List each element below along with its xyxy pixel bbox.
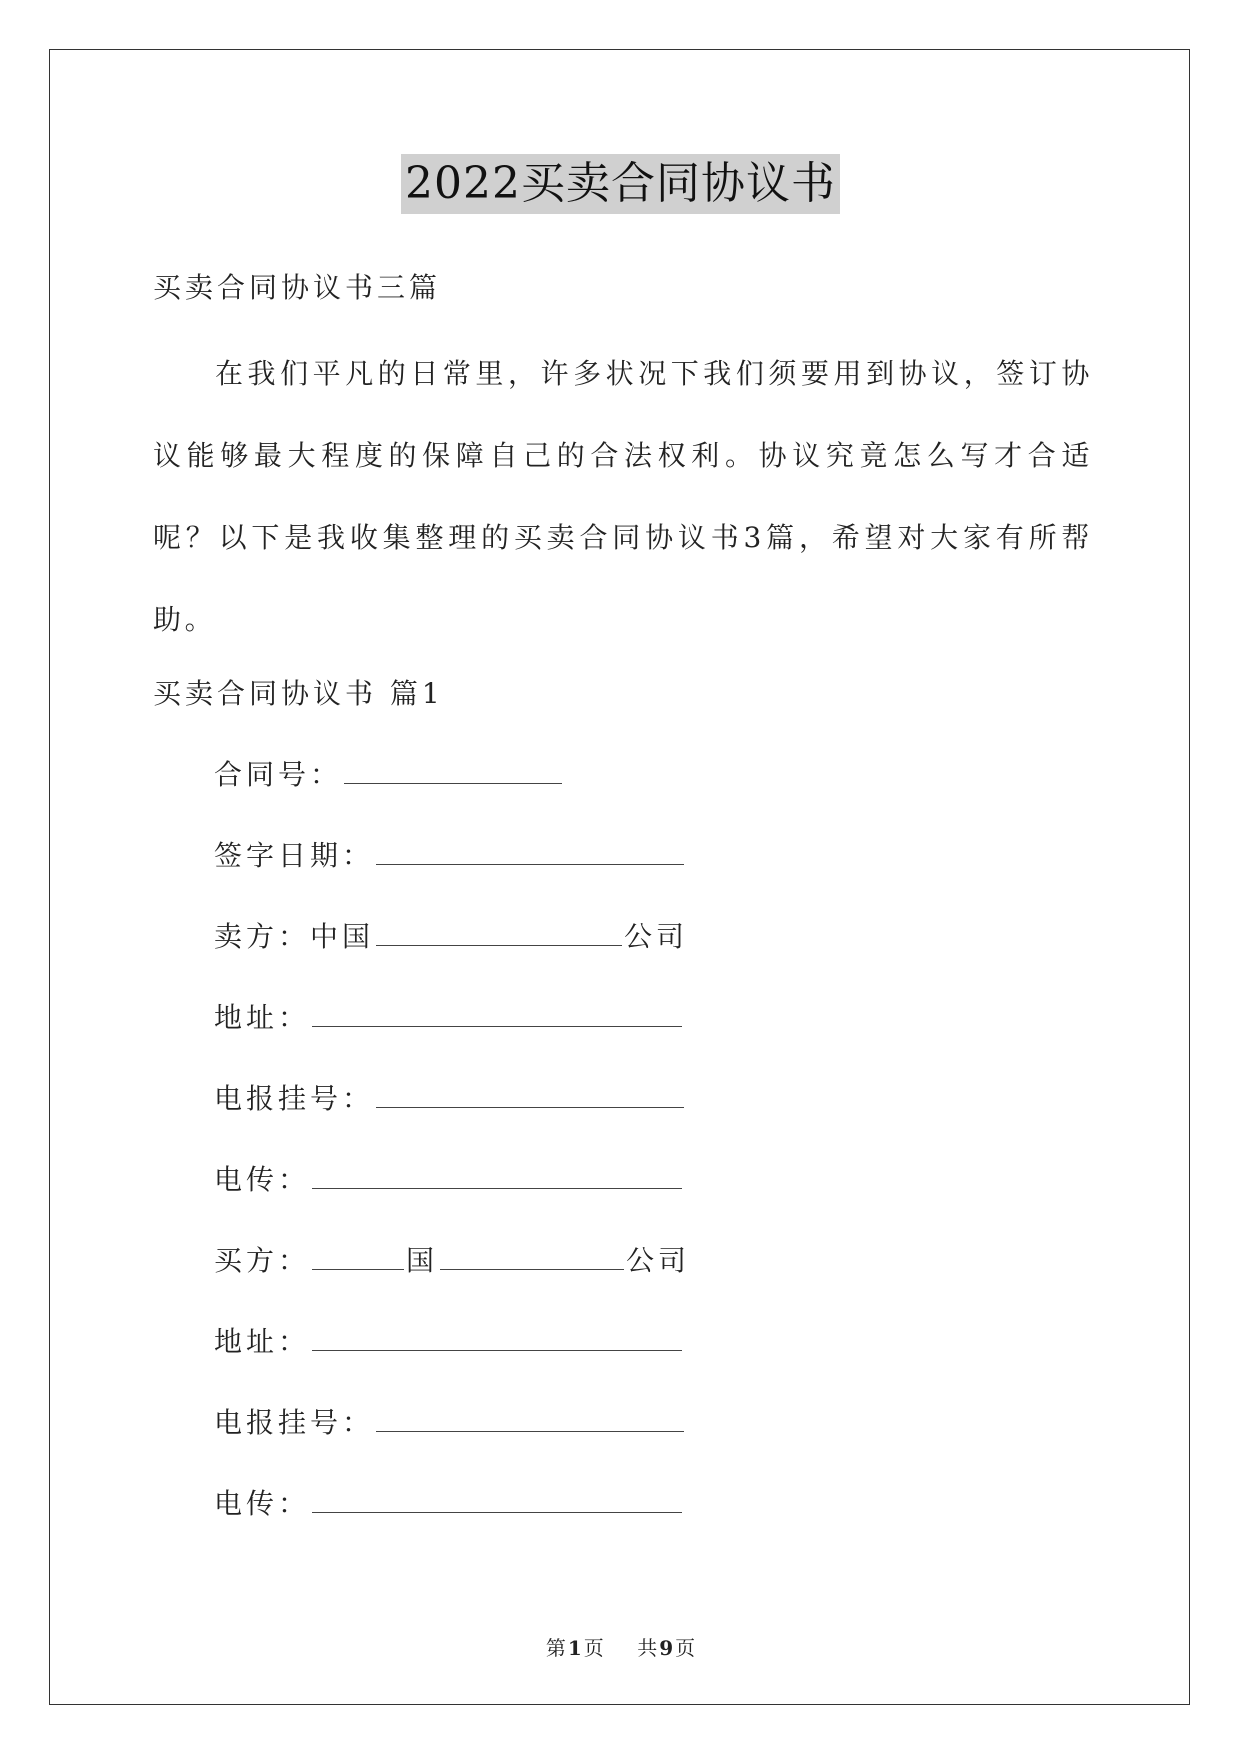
seller-telegraph-blank[interactable] — [376, 1085, 684, 1108]
seller-line — [214, 919, 688, 955]
sign-date-blank[interactable] — [376, 842, 684, 865]
seller-address-label: 地址： — [214, 1001, 311, 1034]
document-subtitle: 买卖合同协议书三篇 — [153, 271, 442, 304]
buyer-fax-blank[interactable] — [312, 1490, 682, 1513]
seller-telegraph-line — [214, 1081, 686, 1117]
buyer-country-blank[interactable] — [312, 1247, 404, 1270]
buyer-label: 买方： — [214, 1244, 311, 1277]
buyer-line — [214, 1243, 690, 1279]
seller-company-suffix: 公司 — [624, 920, 689, 953]
document-title: 2022买卖合同协议书 — [401, 154, 840, 214]
total-prefix: 共 — [637, 1636, 658, 1660]
buyer-telegraph-label: 电报挂号： — [214, 1406, 375, 1439]
buyer-company-blank[interactable] — [440, 1247, 624, 1270]
contract-number-line — [214, 757, 564, 793]
contract-number-blank[interactable] — [344, 761, 562, 784]
contract-number-label: 合同号： — [214, 758, 343, 791]
page-footer — [0, 1632, 1241, 1661]
seller-address-line — [214, 1000, 684, 1036]
seller-telegraph-label: 电报挂号： — [214, 1082, 375, 1115]
title-wrap — [0, 154, 1241, 214]
buyer-fax-label: 电传： — [214, 1487, 311, 1520]
buyer-telegraph-blank[interactable] — [376, 1409, 684, 1432]
sign-date-label: 签字日期： — [214, 839, 375, 872]
buyer-address-blank[interactable] — [312, 1328, 682, 1351]
buyer-address-line — [214, 1324, 684, 1360]
page-prefix: 第 — [545, 1636, 566, 1660]
buyer-company-suffix: 公司 — [626, 1244, 691, 1277]
total-pages — [635, 1636, 697, 1660]
page-number — [544, 1636, 606, 1660]
seller-company-blank[interactable] — [376, 923, 622, 946]
sign-date-line — [214, 838, 686, 874]
seller-fax-blank[interactable] — [312, 1166, 682, 1189]
seller-label: 卖方：中国 — [214, 920, 375, 953]
total-suffix: 页 — [675, 1636, 696, 1660]
buyer-country-label: 国 — [406, 1244, 439, 1277]
seller-fax-label: 电传： — [214, 1163, 311, 1196]
buyer-telegraph-line — [214, 1405, 686, 1441]
buyer-fax-line — [214, 1486, 684, 1522]
seller-fax-line — [214, 1162, 684, 1198]
page-suffix: 页 — [583, 1636, 604, 1660]
seller-address-blank[interactable] — [312, 1004, 682, 1027]
section-heading: 买卖合同协议书 篇1 — [153, 677, 444, 710]
current-page: 1 — [567, 1636, 582, 1660]
intro-paragraph: 在我们平凡的日常里，许多状况下我们须要用到协议，签订协议能够最大程度的保障自己的合法权利。协议究竟怎么写才合适呢？以下是我收集整理的买卖合同协议书3篇，希望对大家有所帮助。 — [153, 357, 1093, 636]
buyer-address-label: 地址： — [214, 1325, 311, 1358]
total-page-count: 9 — [659, 1636, 674, 1660]
